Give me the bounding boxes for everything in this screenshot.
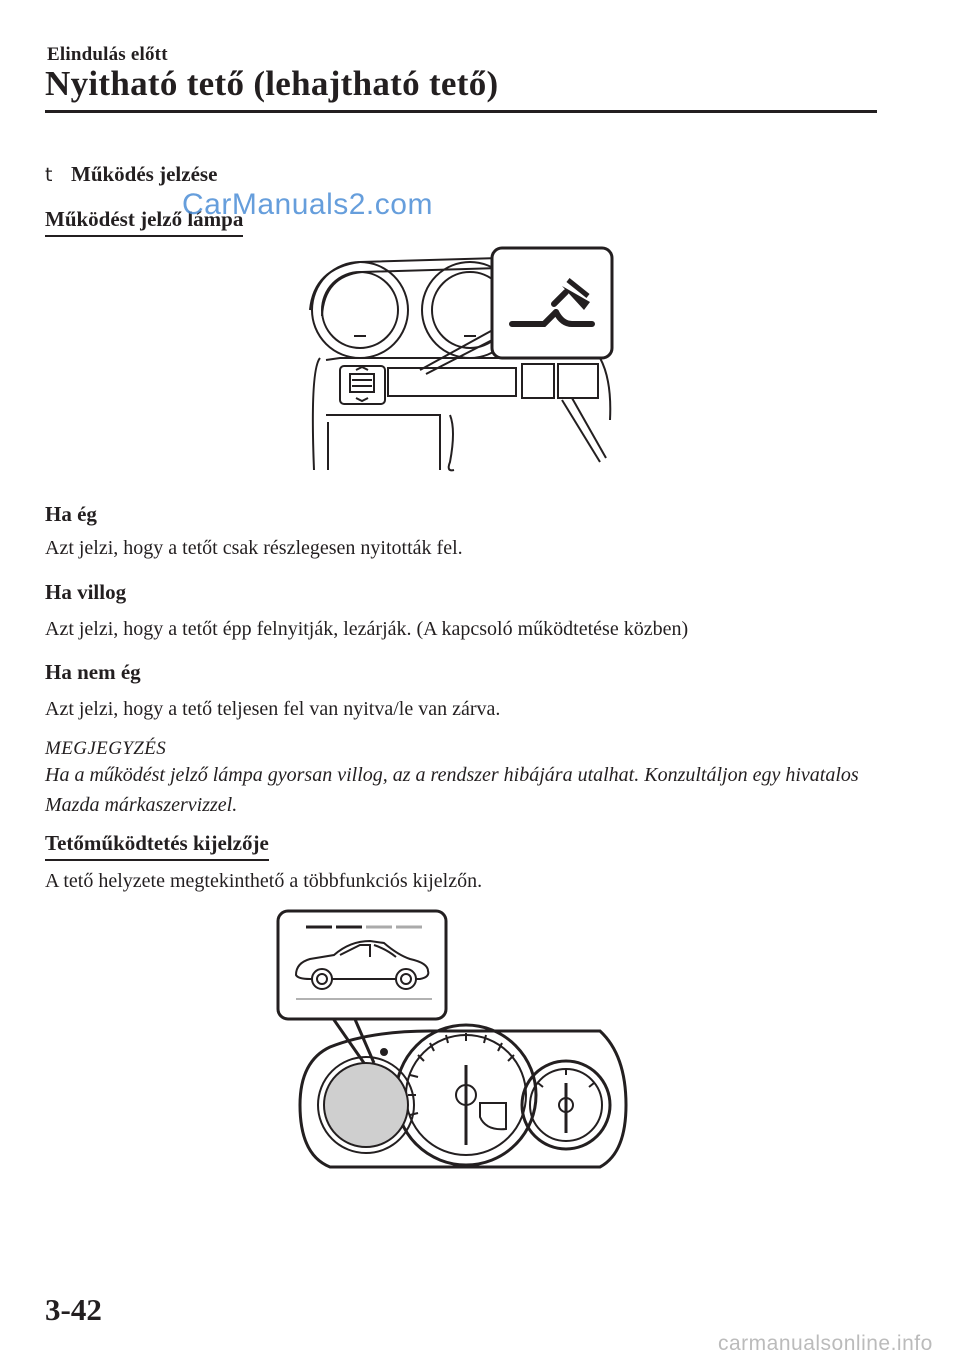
- page-number: 3-42: [45, 1292, 102, 1327]
- case-lit-text: Azt jelzi, hogy a tetőt csak részlegesen nyitották fel.: [45, 537, 463, 559]
- case-blinking-text: Azt jelzi, hogy a tetőt épp felnyitják, lezárják. (A kapcsoló működtetése közben): [45, 618, 689, 640]
- title-divider: [45, 110, 877, 113]
- case-off-text: Azt jelzi, hogy a tető teljesen fel van nyitva/le van zárva.: [45, 698, 501, 720]
- watermark: CarManuals2.com: [182, 188, 433, 221]
- subheading-roof-display-text: Tetőműködtetés kijelzője: [45, 831, 269, 861]
- footer-site-watermark: carmanualsonline.info: [718, 1332, 933, 1355]
- case-off-heading: Ha nem ég: [45, 660, 141, 684]
- case-blinking-heading: Ha villog: [45, 580, 127, 604]
- roof-display-illustration: [270, 905, 630, 1180]
- case-lit-heading: Ha ég: [45, 502, 97, 526]
- indicator-lamp-illustration: [300, 240, 630, 480]
- subheading-indicator-lamp-text: Működést jelző lámpa: [45, 207, 243, 237]
- section-label: Elindulás előtt: [47, 44, 168, 65]
- bullet-heading-text: Működés jelzése: [71, 162, 218, 186]
- note-label: MEGJEGYZÉS: [45, 738, 167, 759]
- page-title: Nyitható tető (lehajtható tető): [45, 64, 499, 103]
- roof-display-text: A tető helyzete megtekinthető a többfunkciós kijelzőn.: [45, 870, 483, 892]
- subheading-roof-display: [45, 831, 269, 861]
- bullet-glyph: t: [45, 164, 53, 186]
- bullet-heading: [45, 162, 217, 187]
- note-text: Ha a működést jelző lámpa gyorsan villog, az a rendszer hibájára utalhat. Konzultáljon egy hivatalos Mazda márkaszervizzel.: [45, 764, 859, 816]
